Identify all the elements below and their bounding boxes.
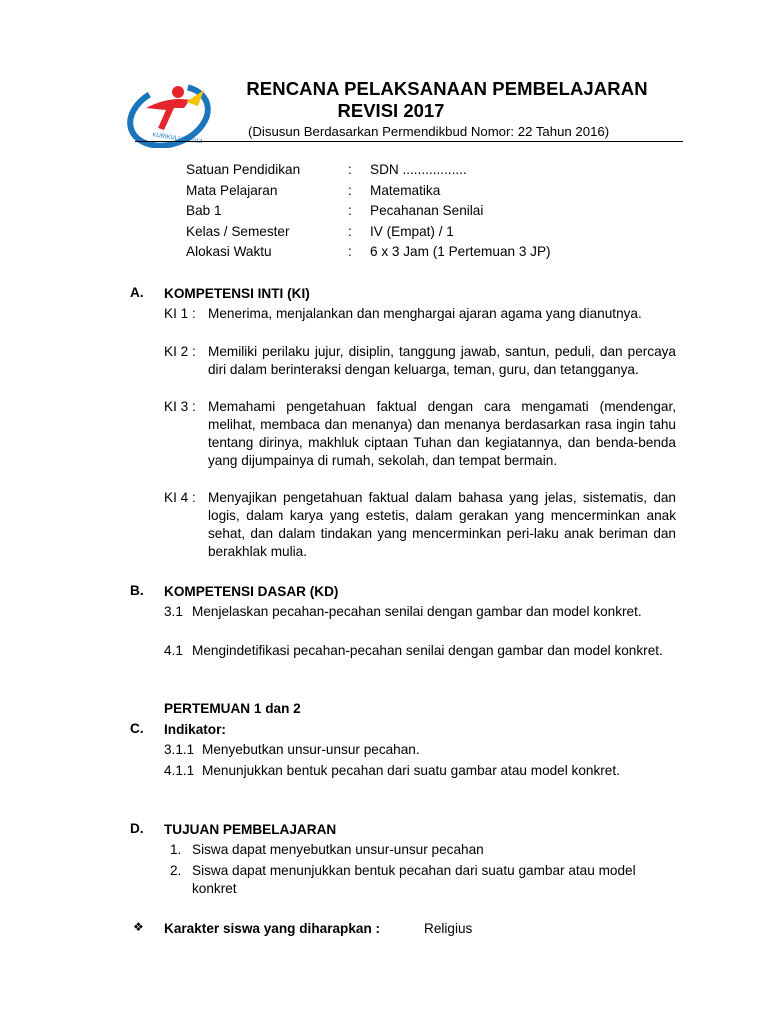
identity-colon: : xyxy=(348,182,352,198)
identity-value: Matematika xyxy=(370,182,441,198)
diamond-bullet-icon: ❖ xyxy=(133,920,144,934)
objective-text: Siswa dapat menunjukkan bentuk pecahan dari suatu gambar atau model konkret xyxy=(192,863,636,896)
kd-item xyxy=(164,642,674,660)
identity-label: Kelas / Semester xyxy=(186,223,290,239)
identity-label: Alokasi Waktu xyxy=(186,244,272,259)
identity-colon: : xyxy=(348,244,352,259)
ki-label: KI 1 : xyxy=(164,306,196,321)
document-subtitle: (Disusun Berdasarkan Permendikbud Nomor: 22 Tahun 2016) xyxy=(248,124,610,139)
objective-number: 1. xyxy=(170,842,182,857)
ki-item xyxy=(164,343,676,379)
section-d-letter: D. xyxy=(130,821,144,836)
identity-label: Bab 1 xyxy=(186,203,222,218)
identity-colon: : xyxy=(348,203,352,218)
document-title-line2: REVISI 2017 xyxy=(337,100,445,121)
kd-number: 4.1 xyxy=(164,643,183,658)
section-a-letter: A. xyxy=(130,285,144,300)
document-title-line1: RENCANA PELAKSANAAN PEMBELAJARAN xyxy=(246,78,648,99)
header-divider xyxy=(135,141,683,142)
identity-colon: : xyxy=(348,223,352,239)
character-label: Karakter siswa yang diharapkan : xyxy=(164,921,381,936)
kd-number: 3.1 xyxy=(164,604,183,619)
kd-text xyxy=(192,603,664,621)
section-b-letter: B. xyxy=(130,583,144,598)
identity-value: SDN ................. xyxy=(370,162,467,177)
section-b-title: KOMPETENSI DASAR (KD) xyxy=(164,584,339,599)
ki-item xyxy=(164,489,676,561)
identity-value: 6 x 3 Jam (1 Pertemuan 3 JP) xyxy=(370,244,551,259)
identity-value: Pecahanan Senilai xyxy=(370,203,484,218)
identity-value: IV (Empat) / 1 xyxy=(370,223,454,239)
ki-text: Menerima, menjalankan dan menghargai ajaran agama yang dianutnya. xyxy=(208,306,642,321)
kurikulum-2013-logo xyxy=(124,78,224,148)
objective-item xyxy=(170,841,670,859)
indicator-text: Menunjukkan bentuk pecahan dari suatu gambar atau model konkret. xyxy=(202,763,620,778)
identity-label: Mata Pelajaran xyxy=(186,182,278,198)
objective-item xyxy=(170,862,660,898)
ki-label: KI 2 : xyxy=(164,344,196,359)
identity-label: Satuan Pendidikan xyxy=(186,162,301,177)
ki-item xyxy=(164,305,676,323)
ki-text: Memiliki perilaku jujur, disiplin, tanggung jawab, santun, peduli, dan percaya diri dalam berinteraksi dengan keluarga, teman, guru, dan tetangganya. xyxy=(208,344,676,377)
meeting-title: PERTEMUAN 1 dan 2 xyxy=(164,701,301,716)
character-value: Religius xyxy=(424,921,473,936)
logo-caption: KURIKULUM 2013 xyxy=(151,132,203,146)
ki-text: Menyajikan pengetahuan faktual dalam bahasa yang jelas, sistematis, dan logis, dalam karya yang estetis, dalam gerakan yang mencerminkan anak sehat, dan dalam tindakan yang mencerminkan peri-laku anak beriman dan berakhlak mulia. xyxy=(208,490,676,559)
logo-figure-head xyxy=(172,86,184,98)
ki-text: Memahami pengetahuan faktual dengan cara mengamati (mendengar, melihat, membaca dan menanya) dan menanya berdasarkan rasa ingin tahu tentang dirinya, makhluk ciptaan Tuhan dan kegiatannya, dan benda-benda yang dijumpainya di rumah, sekolah, dan tempat bermain. xyxy=(208,399,676,468)
section-a-title: KOMPETENSI INTI (KI) xyxy=(164,286,310,301)
indicator-item xyxy=(164,741,664,759)
ki-item xyxy=(164,398,676,470)
indicator-item xyxy=(164,762,634,780)
indicator-number: 4.1.1 xyxy=(164,763,195,778)
section-d-title: TUJUAN PEMBELAJARAN xyxy=(164,822,337,837)
kd-text-content: Menjelaskan pecahan-pecahan senilai dengan gambar dan model konkret. xyxy=(192,604,642,619)
kd-text-content: Mengindetifikasi pecahan-pecahan senilai dengan gambar dan model konkret. xyxy=(192,643,663,658)
logo-figure-body xyxy=(146,99,190,130)
section-c-title: Indikator: xyxy=(164,722,226,737)
ki-label: KI 3 : xyxy=(164,399,196,414)
kd-text xyxy=(192,642,674,660)
indicator-text: Menyebutkan unsur-unsur pecahan. xyxy=(202,742,420,757)
section-c-letter: C. xyxy=(130,721,144,736)
ki-label: KI 4 : xyxy=(164,490,196,505)
objective-number: 2. xyxy=(170,863,182,878)
indicator-number: 3.1.1 xyxy=(164,742,195,757)
identity-colon: : xyxy=(348,162,352,177)
kd-item xyxy=(164,603,664,621)
objective-text: Siswa dapat menyebutkan unsur-unsur pecahan xyxy=(192,842,484,857)
